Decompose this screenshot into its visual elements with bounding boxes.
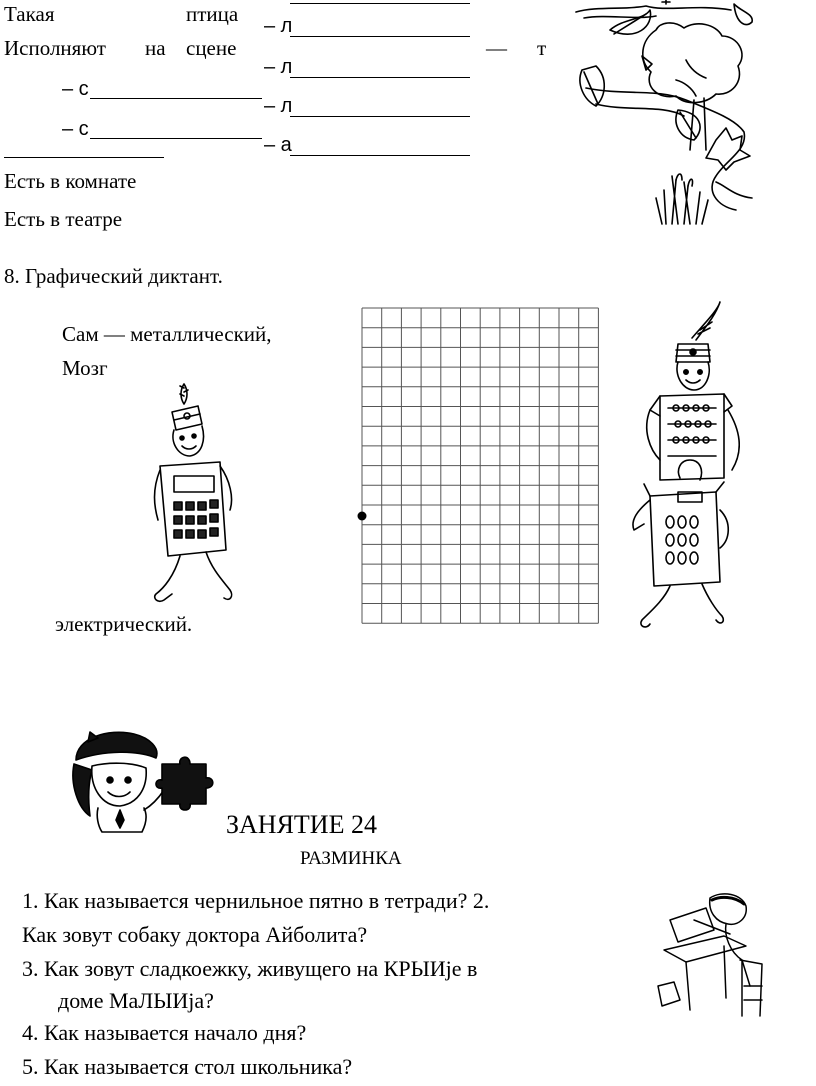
dictation-text-line3: электрический. xyxy=(55,612,193,636)
puzzle-line2-word3: сцене xyxy=(186,36,237,60)
answer-line-1 xyxy=(290,36,470,37)
grid-start-dot xyxy=(358,512,367,521)
answer-line-2 xyxy=(290,77,470,78)
answer-slot-2-hint: – л xyxy=(264,56,293,78)
question-line-6: 5. Как называется стол школьника? xyxy=(22,1054,353,1079)
dictation-grid[interactable] xyxy=(355,305,605,635)
puzzle-line1-word2: птица xyxy=(186,2,239,26)
answer-line-7 xyxy=(4,157,164,158)
puzzle-line2-dash: — xyxy=(486,36,507,60)
dictation-text-line2: Мозг xyxy=(62,356,108,380)
question-line-4: доме МаЛЫИја? xyxy=(58,988,214,1013)
puzzle-line3: Есть в комнате xyxy=(4,169,137,193)
question-line-1: 1. Как называется чернильное пятно в тетради? 2. xyxy=(22,888,490,913)
lesson-title: ЗАНЯТИЕ 24 xyxy=(226,810,377,839)
answer-line-top xyxy=(290,3,470,4)
autumn-landscape-illustration xyxy=(566,0,756,226)
puzzle-line2-word1: Исполняют xyxy=(4,36,106,60)
puzzle-line4: Есть в театре xyxy=(4,207,123,231)
answer-slot-6-hint: – с xyxy=(62,118,89,140)
puzzle-line2-word2: на xyxy=(145,36,166,60)
puzzle-line2-letter: т xyxy=(537,36,547,60)
answer-line-4 xyxy=(290,155,470,156)
lesson-subtitle: РАЗМИНКА xyxy=(300,848,402,869)
question-line-3: 3. Как зовут сладкоежку, живущего на КРЫИје в xyxy=(22,956,478,981)
answer-slot-3-hint: – л xyxy=(264,95,293,117)
question-line-2: Как зовут собаку доктора Айболита? xyxy=(22,922,368,947)
boy-writing-illustration xyxy=(650,890,770,1020)
abacus-robot-illustration xyxy=(620,300,740,636)
calculator-robot-illustration xyxy=(150,380,246,616)
answer-line-3 xyxy=(290,116,470,117)
answer-line-5 xyxy=(90,98,262,99)
answer-line-6 xyxy=(90,138,262,139)
answer-slot-1-hint: – л xyxy=(264,15,293,37)
answer-slot-4-hint: – а xyxy=(264,134,292,156)
question-line-5: 4. Как называется начало дня? xyxy=(22,1020,307,1045)
section-8-heading: 8. Графический диктант. xyxy=(4,264,223,288)
boy-with-puzzle-illustration xyxy=(68,724,218,834)
puzzle-line1-word1: Такая xyxy=(4,2,55,26)
dictation-text-line1: Сам — металлический, xyxy=(62,322,272,346)
answer-slot-5-hint: – с xyxy=(62,78,89,100)
